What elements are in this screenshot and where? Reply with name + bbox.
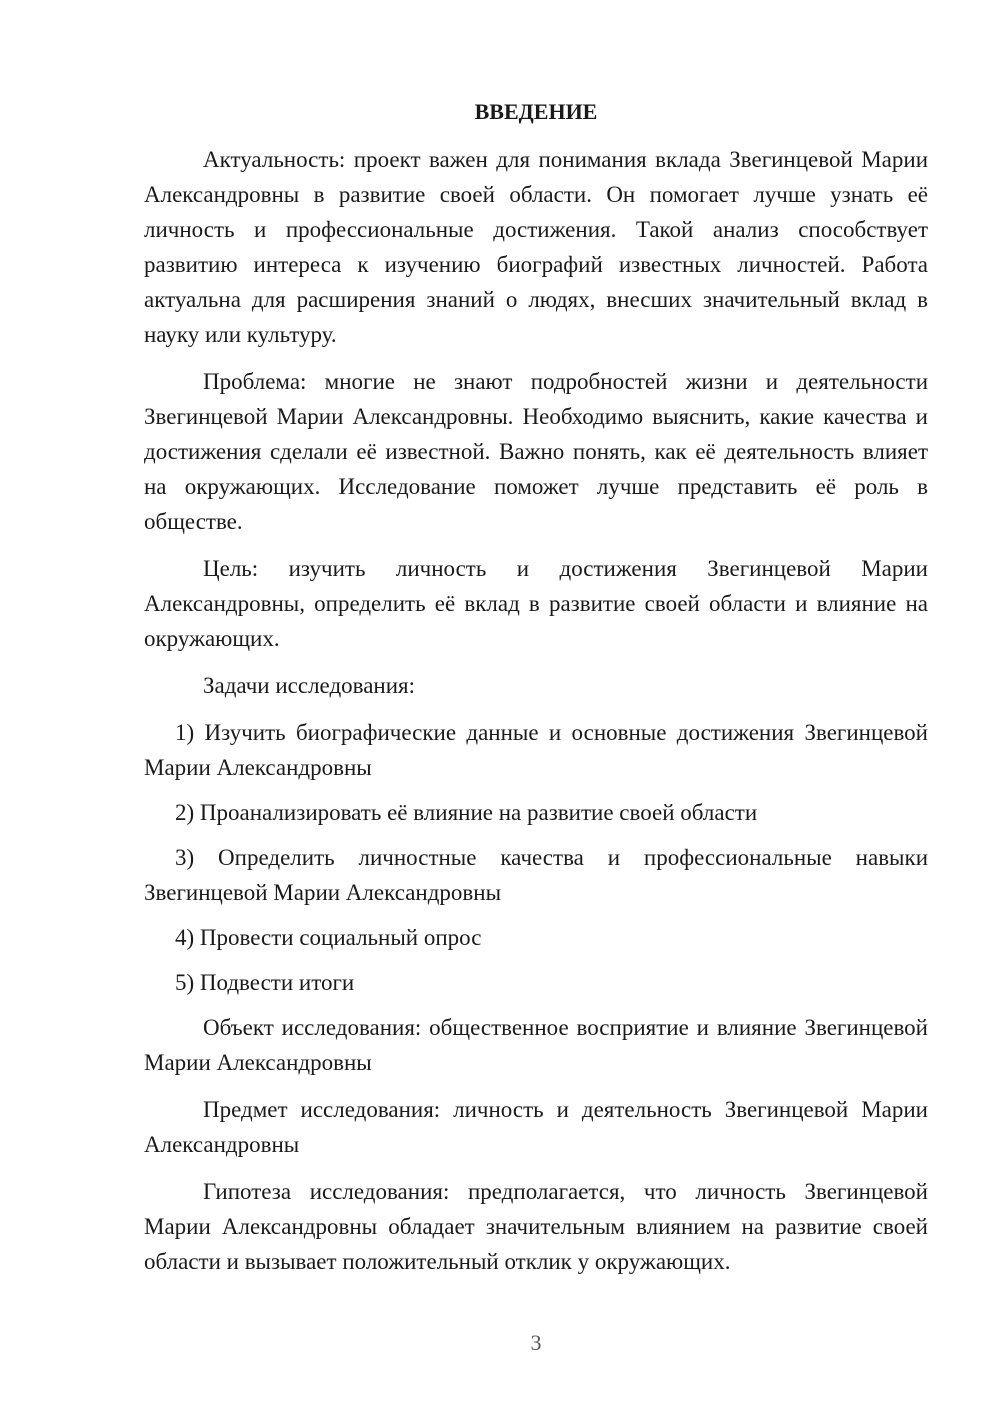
task-item: 3) Определить личностные качества и профессиональные навыки Звегинцевой Марии Александровны <box>144 845 928 905</box>
goal-paragraph: Цель: изучить личность и достижения Звегинцевой Марии Александровны, определить её вклад в развитие своей области и влияние на окружающих. <box>144 556 928 651</box>
subject-paragraph: Предмет исследования: личность и деятельность Звегинцевой Марии Александровны <box>144 1097 928 1157</box>
task-item: 2) Проанализировать её влияние на развитие своей области <box>175 800 758 825</box>
tasks-list <box>144 715 928 1000</box>
task-item: 5) Подвести итоги <box>175 970 355 995</box>
tasks-heading: Задачи исследования: <box>203 673 416 698</box>
page-content <box>144 96 928 1291</box>
object-paragraph: Объект исследования: общественное восприятие и влияние Звегинцевой Марии Александровны <box>144 1015 928 1075</box>
task-item: 1) Изучить биографические данные и основные достижения Звегинцевой Марии Александровны <box>144 720 928 780</box>
task-item: 4) Провести социальный опрос <box>175 925 482 950</box>
hypothesis-paragraph: Гипотеза исследования: предполагается, что личность Звегинцевой Марии Александровны обладает значительным влиянием на развитие своей области и вызывает положительный отклик у окружающих. <box>144 1179 928 1274</box>
section-title: ВВЕДЕНИЕ <box>474 99 598 124</box>
actuality-paragraph: Актуальность: проект важен для понимания вклада Звегинцевой Марии Александровны в развитие своей области. Он помогает лучше узнать её личность и профессиональные достижения. Такой анализ способствует развитию интереса к изучению биографий известных личностей. Работа актуальна для расширения знаний о людях, внесших значительный вклад в науку или культуру. <box>144 147 928 347</box>
page-number: 3 <box>530 1330 542 1355</box>
problem-paragraph: Проблема: многие не знают подробностей жизни и деятельности Звегинцевой Марии Александровны. Необходимо выяснить, какие качества и достижения сделали её известной. Важно понять, как её деятельность влияет на окружающих. Исследование поможет лучше представить её роль в обществе. <box>144 369 928 534</box>
